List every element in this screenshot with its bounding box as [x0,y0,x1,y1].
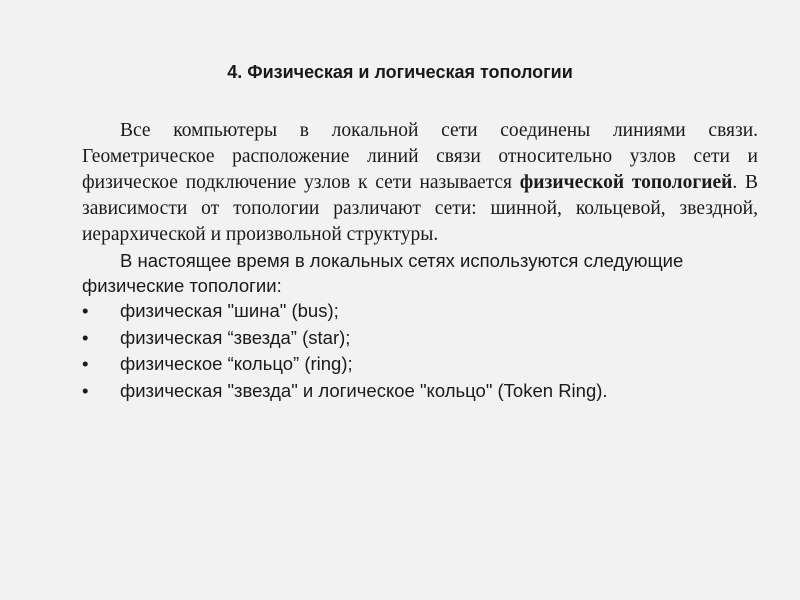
paragraph-topologies-text: В настоящее время в локальных сетях используются следующие физические топологии: [82,250,684,296]
bullet-glyph: • [82,300,89,321]
list-item-text: физическая “звезда” (star); [120,326,351,348]
list-item [82,298,758,325]
list-item [82,351,758,378]
list-item [82,378,758,405]
paragraph-intro [82,118,758,248]
bullet-glyph: • [82,379,89,401]
page-title: 4. Физическая и логическая топологии [227,62,573,82]
paragraph-intro-text: Все компьютеры в локальной сети соединены линиями связи. Геометрическое расположение линий связи относительно узлов сети и физическое подключение узлов к сети называется [82,120,758,193]
list-item [82,325,758,352]
topology-list [82,298,758,404]
list-item-text: физическое “кольцо” (ring); [120,353,353,374]
paragraph-intro-text-after: . В зависимости от топологии различают сети: шинной, кольцевой, звездной, иерархической и произвольной структуры. [82,172,758,245]
bullet-glyph: • [82,353,89,374]
list-item-text: физическая "звезда" и логическое "кольцо" (Token Ring). [120,379,608,401]
bullet-glyph: • [82,326,89,348]
slide-body [82,118,758,404]
list-item-text: физическая "шина" (bus); [120,300,339,321]
paragraph-intro-bold: физической топологией [519,172,733,193]
paragraph-topologies-intro [82,248,758,298]
